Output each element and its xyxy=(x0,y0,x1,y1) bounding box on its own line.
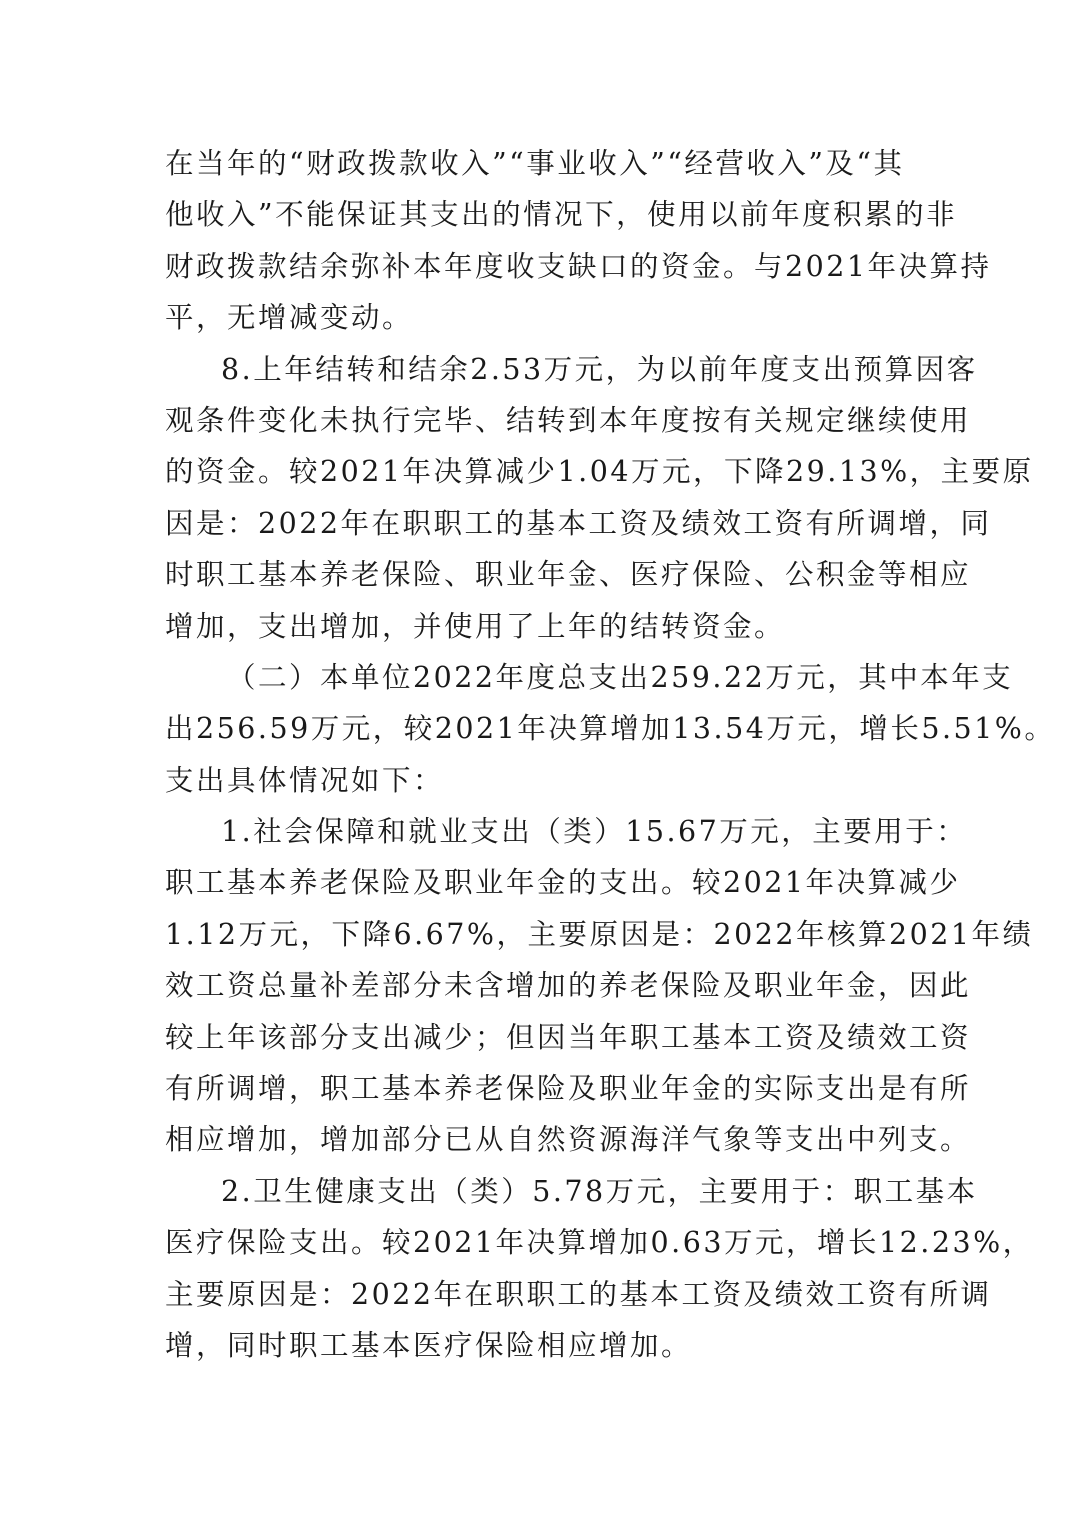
text-line: 效工资总量补差部分未含增加的养老保险及职业年金，因此 xyxy=(165,969,972,1003)
text-line: 的资金。较2021年决算减少1.04万元，下降29.13%，主要原 xyxy=(165,455,1034,489)
text-line: 他收入”不能保证其支出的情况下，使用以前年度积累的非 xyxy=(165,198,958,232)
text-line: 相应增加，增加部分已从自然资源海洋气象等支出中列支。 xyxy=(165,1123,972,1157)
text-line: 1.12万元，下降6.67%，主要原因是：2022年核算2021年绩 xyxy=(165,917,1034,951)
text-line: 平，无增减变动。 xyxy=(165,301,414,335)
text-line: 财政拨款结余弥补本年度收支缺口的资金。与2021年决算持 xyxy=(165,249,992,283)
text-line: 增加，支出增加，并使用了上年的结转资金。 xyxy=(165,609,786,643)
text-line: 支出具体情况如下： xyxy=(165,763,445,797)
text-line: 时职工基本养老保险、职业年金、医疗保险、公积金等相应 xyxy=(165,558,972,592)
text-line: 主要原因是：2022年在职职工的基本工资及绩效工资有所调 xyxy=(165,1277,992,1311)
text-line: 较上年该部分支出减少；但因当年职工基本工资及绩效工资 xyxy=(165,1020,972,1054)
text-line: 1.社会保障和就业支出（类）15.67万元，主要用于： xyxy=(221,815,968,849)
text-line: 在当年的“财政拨款收入”“事业收入”“经营收入”及“其 xyxy=(165,147,905,180)
text-line: 医疗保险支出。较2021年决算增加0.63万元，增长12.23%， xyxy=(165,1226,1034,1260)
text-line: 8.上年结转和结余2.53万元，为以前年度支出预算因客 xyxy=(221,352,978,386)
text-line: 出256.59万元，较2021年决算增加13.54万元，增长5.51%。 xyxy=(165,712,1056,746)
text-line: 2.卫生健康支出（类）5.78万元，主要用于：职工基本 xyxy=(221,1174,978,1208)
text-line: 观条件变化未执行完毕、结转到本年度按有关规定继续使用 xyxy=(165,403,972,437)
text-line: 有所调增，职工基本养老保险及职业年金的实际支出是有所 xyxy=(165,1072,972,1106)
text-line: 职工基本养老保险及职业年金的支出。较2021年决算减少 xyxy=(165,866,961,900)
document-body xyxy=(165,138,1056,1371)
text-line: 增，同时职工基本医疗保险相应增加。 xyxy=(165,1328,693,1362)
text-line: （二）本单位2022年度总支出259.22万元，其中本年支 xyxy=(227,660,1014,694)
text-line: 因是：2022年在职职工的基本工资及绩效工资有所调增，同 xyxy=(165,506,992,540)
